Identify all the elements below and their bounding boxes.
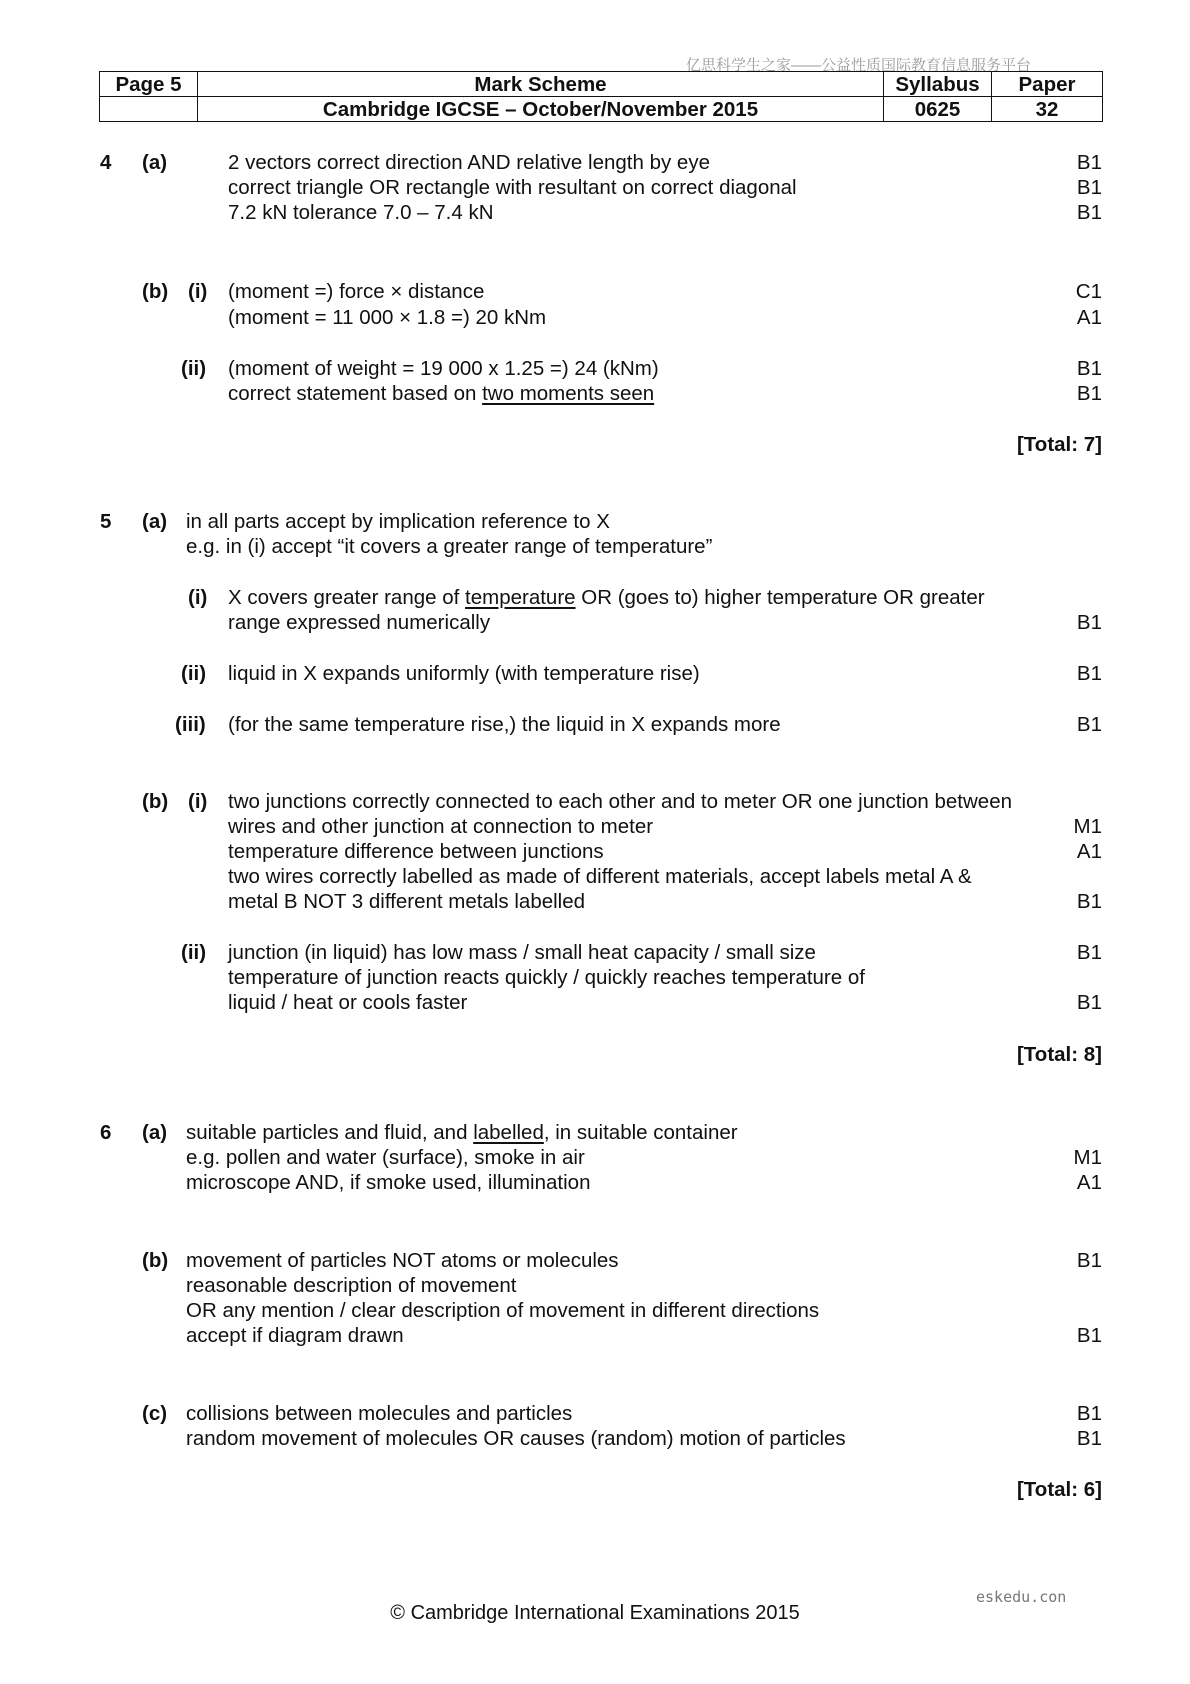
q4bii-line-2: correct statement based on two moments seen bbox=[228, 382, 655, 405]
q6b-mark-2: B1 bbox=[1076, 1324, 1102, 1347]
question-4-number: 4 bbox=[100, 151, 112, 174]
q5ai-mark: B1 bbox=[1076, 611, 1102, 634]
q6b-line-4: accept if diagram drawn bbox=[186, 1324, 404, 1347]
header-table bbox=[99, 71, 1103, 122]
q5aiii-line-1: (for the same temperature rise,) the liquid in X expands more bbox=[228, 713, 781, 736]
q5bii-line-3: liquid / heat or cools faster bbox=[228, 991, 468, 1014]
q6c-mark-1: B1 bbox=[1076, 1402, 1102, 1425]
q6-part-b-label: (b) bbox=[142, 1249, 169, 1272]
q5bi-mark-3: B1 bbox=[1076, 890, 1102, 913]
q6-part-c-label: (c) bbox=[142, 1402, 168, 1425]
q4-part-b-label: (b) bbox=[142, 280, 169, 303]
q5a-sub-i-label: (i) bbox=[188, 586, 208, 609]
q5bi-mark-2: A1 bbox=[1076, 840, 1102, 863]
q5bi-line-4: two wires correctly labelled as made of different materials, accept labels metal A & bbox=[228, 865, 972, 888]
q4bii-mark-2: B1 bbox=[1076, 382, 1102, 405]
site-watermark: eskedu.con bbox=[976, 1588, 1067, 1606]
page-number: Page 5 bbox=[100, 72, 198, 97]
q5a-sub-iii-label: (iii) bbox=[175, 713, 206, 736]
copyright-footer: © Cambridge International Examinations 2015 bbox=[390, 1602, 800, 1624]
question-5-number: 5 bbox=[100, 510, 112, 533]
q6a-mark-1: M1 bbox=[1073, 1146, 1102, 1169]
q5bi-line-3: temperature difference between junctions bbox=[228, 840, 604, 863]
q4a-mark-1: B1 bbox=[1076, 151, 1102, 174]
q4bii-mark-1: B1 bbox=[1076, 357, 1102, 380]
document-title: Mark Scheme bbox=[198, 72, 884, 97]
q5bi-mark-1: M1 bbox=[1073, 815, 1102, 838]
q4a-line-3: 7.2 kN tolerance 7.0 – 7.4 kN bbox=[228, 201, 494, 224]
q4a-line-1: 2 vectors correct direction AND relative length by eye bbox=[228, 151, 710, 174]
q6b-line-2: reasonable description of movement bbox=[186, 1274, 517, 1297]
q5bi-line-2: wires and other junction at connection to meter bbox=[228, 815, 654, 838]
question-6-number: 6 bbox=[100, 1121, 112, 1144]
exam-name: Cambridge IGCSE – October/November 2015 bbox=[198, 97, 884, 122]
q5b-sub-ii-label: (ii) bbox=[181, 941, 207, 964]
q4bi-line-2: (moment = 11 000 × 1.8 =) 20 kNm bbox=[228, 306, 547, 329]
q6c-line-1: collisions between molecules and particles bbox=[186, 1402, 573, 1425]
q5aiii-mark: B1 bbox=[1076, 713, 1102, 736]
header-blank-cell bbox=[100, 97, 198, 122]
q4-total: [Total: 7] bbox=[1016, 433, 1102, 456]
q6a-line-2: e.g. pollen and water (surface), smoke in air bbox=[186, 1146, 585, 1169]
q5a-intro-1: in all parts accept by implication reference to X bbox=[186, 510, 610, 533]
q5aii-line-1: liquid in X expands uniformly (with temperature rise) bbox=[228, 662, 700, 685]
q5bi-line-1: two junctions correctly connected to each other and to meter OR one junction between bbox=[228, 790, 1013, 813]
underlined-phrase: two moments seen bbox=[482, 382, 655, 405]
q4b-sub-ii-label: (ii) bbox=[181, 357, 207, 380]
q4bi-mark-1: C1 bbox=[1075, 280, 1102, 303]
paper-label: Paper bbox=[992, 72, 1103, 97]
q5ai-line-1: X covers greater range of temperature OR (goes to) higher temperature OR greater bbox=[228, 586, 985, 609]
q6b-line-1: movement of particles NOT atoms or molecules bbox=[186, 1249, 619, 1272]
q4bi-mark-2: A1 bbox=[1076, 306, 1102, 329]
q5-total: [Total: 8] bbox=[1016, 1043, 1102, 1066]
underlined-phrase: temperature bbox=[465, 586, 576, 609]
q5b-sub-i-label: (i) bbox=[188, 790, 208, 813]
q4-part-a-label: (a) bbox=[142, 151, 168, 174]
q5bii-line-2: temperature of junction reacts quickly / quickly reaches temperature of bbox=[228, 966, 865, 989]
q4b-sub-i-label: (i) bbox=[188, 280, 208, 303]
q6a-mark-2: A1 bbox=[1076, 1171, 1102, 1194]
q5bii-mark-2: B1 bbox=[1076, 991, 1102, 1014]
watermark-text: 亿思科学生之家——公益性质国际教育信息服务平台 bbox=[686, 57, 1032, 74]
q5aii-mark: B1 bbox=[1076, 662, 1102, 685]
q5bii-mark-1: B1 bbox=[1076, 941, 1102, 964]
paper-code: 32 bbox=[992, 97, 1103, 122]
q5ai-line-2: range expressed numerically bbox=[228, 611, 491, 634]
q5-part-b-label: (b) bbox=[142, 790, 169, 813]
q4bii-line-1: (moment of weight = 19 000 x 1.25 =) 24 (kNm) bbox=[228, 357, 659, 380]
q4bi-line-1: (moment =) force × distance bbox=[228, 280, 485, 303]
syllabus-label: Syllabus bbox=[884, 72, 992, 97]
q4a-line-2: correct triangle OR rectangle with resultant on correct diagonal bbox=[228, 176, 797, 199]
q6a-line-1: suitable particles and fluid, and labelled, in suitable container bbox=[186, 1121, 738, 1144]
syllabus-code: 0625 bbox=[884, 97, 992, 122]
q6b-mark-1: B1 bbox=[1076, 1249, 1102, 1272]
underlined-phrase: labelled bbox=[473, 1121, 544, 1144]
q6a-line-3: microscope AND, if smoke used, illumination bbox=[186, 1171, 591, 1194]
q6-part-a-label: (a) bbox=[142, 1121, 168, 1144]
q5bi-line-5: metal B NOT 3 different metals labelled bbox=[228, 890, 586, 913]
q5a-intro-2: e.g. in (i) accept “it covers a greater range of temperature” bbox=[186, 535, 713, 558]
q5bii-line-1: junction (in liquid) has low mass / small heat capacity / small size bbox=[228, 941, 816, 964]
q5-part-a-label: (a) bbox=[142, 510, 168, 533]
q6b-line-3: OR any mention / clear description of movement in different directions bbox=[186, 1299, 820, 1322]
q6-total: [Total: 6] bbox=[1016, 1478, 1102, 1501]
q5a-sub-ii-label: (ii) bbox=[181, 662, 207, 685]
q4a-mark-3: B1 bbox=[1076, 201, 1102, 224]
q6c-mark-2: B1 bbox=[1076, 1427, 1102, 1450]
q4a-mark-2: B1 bbox=[1076, 176, 1102, 199]
q6c-line-2: random movement of molecules OR causes (random) motion of particles bbox=[186, 1427, 846, 1450]
